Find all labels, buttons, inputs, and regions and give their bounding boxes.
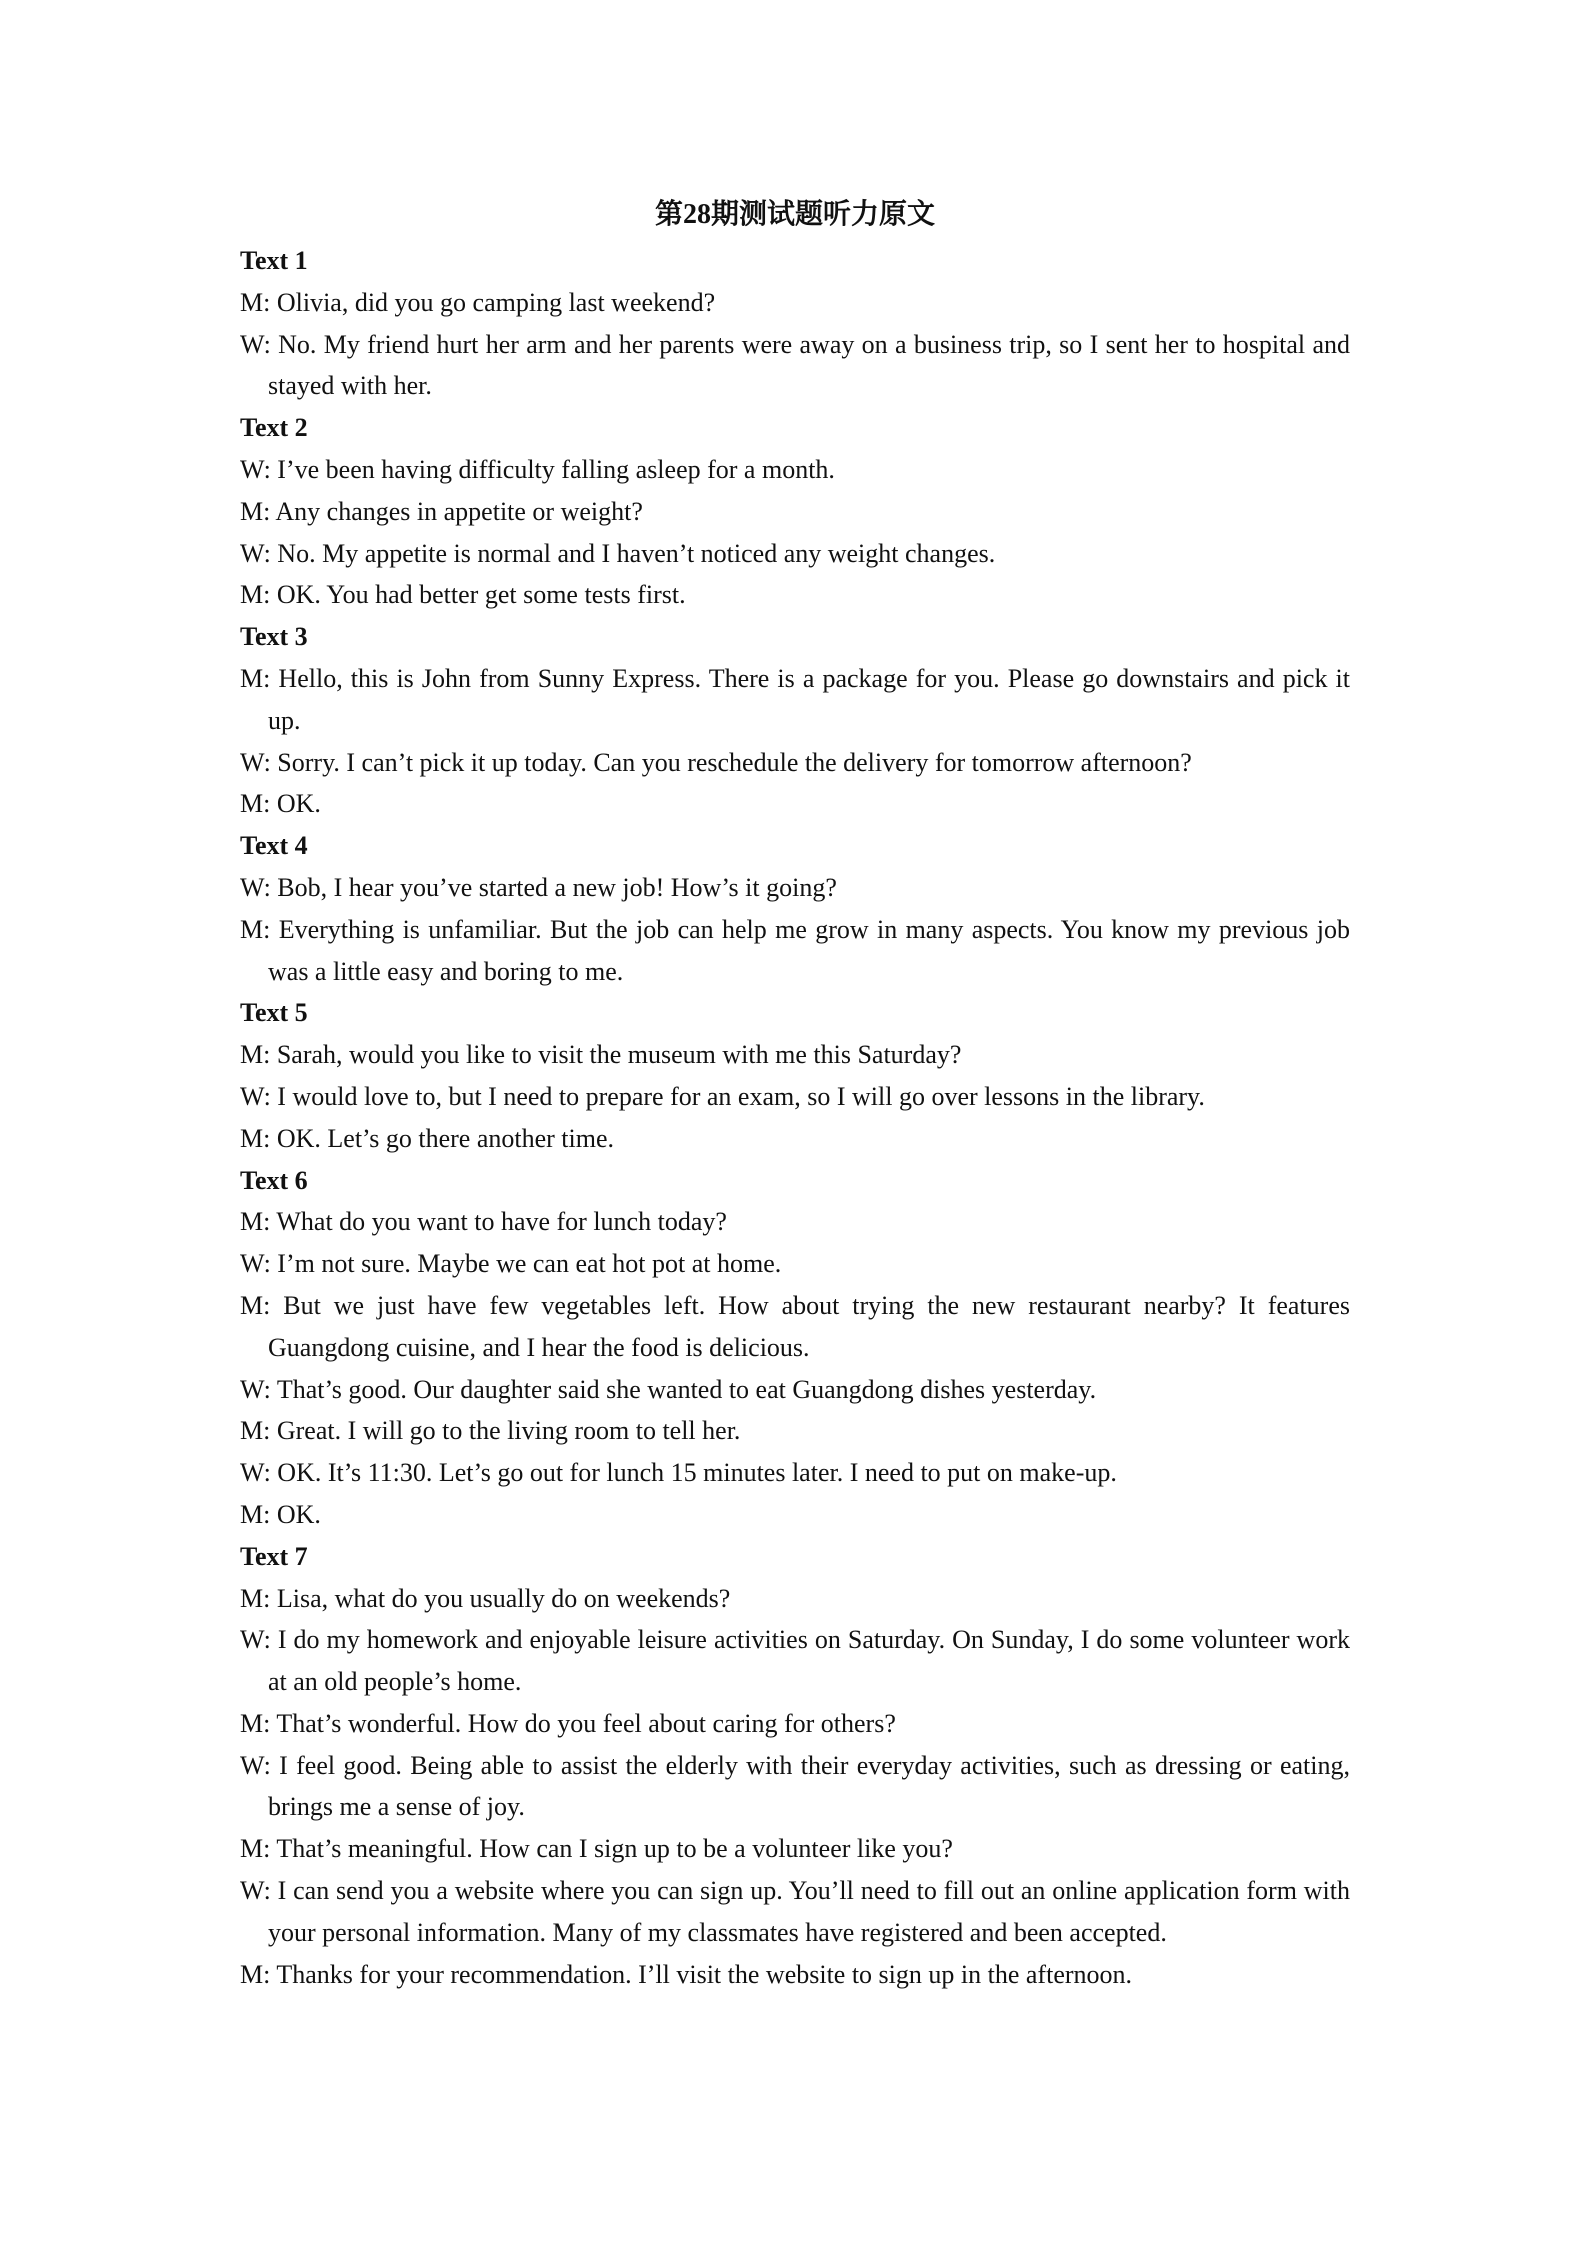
section-heading: Text 3 bbox=[240, 622, 308, 652]
dialogue-line: W: I would love to, but I need to prepare for an exam, so I will go over lessons in the library. bbox=[240, 1081, 1205, 1111]
document-page bbox=[240, 190, 1350, 1995]
dialogue-line: M: That’s meaningful. How can I sign up to be a volunteer like you? bbox=[240, 1834, 953, 1864]
dialogue-line: M: Everything is unfamiliar. But the job can help me grow in many aspects. You know my previous job was a little easy and boring to me. bbox=[240, 914, 1350, 986]
section-text-2 bbox=[240, 407, 1350, 616]
dialogue-line: W: I’ve been having difficulty falling asleep for a month. bbox=[240, 454, 835, 484]
dialogue-line: M: Lisa, what do you usually do on weekends? bbox=[240, 1583, 731, 1613]
section-text-6 bbox=[240, 1160, 1350, 1536]
dialogue-line: W: No. My friend hurt her arm and her parents were away on a business trip, so I sent her to hospital and stayed with her. bbox=[240, 329, 1350, 401]
section-text-3 bbox=[240, 616, 1350, 825]
dialogue-line: M: Thanks for your recommendation. I’ll visit the website to sign up in the afternoon. bbox=[240, 1959, 1133, 1989]
document-title: 第28期测试题听力原文 bbox=[654, 199, 935, 230]
dialogue-line: W: OK. It’s 11:30. Let’s go out for lunch 15 minutes later. I need to put on make-up. bbox=[240, 1458, 1117, 1488]
dialogue-line: W: I can send you a website where you can sign up. You’ll need to fill out an online application form with your personal information. Many of my classmates have registered and been accepted. bbox=[240, 1876, 1350, 1947]
dialogue-line: M: Sarah, would you like to visit the museum with me this Saturday? bbox=[240, 1040, 962, 1070]
section-heading: Text 1 bbox=[240, 246, 308, 275]
section-text-5 bbox=[240, 992, 1350, 1159]
dialogue-line: M: But we just have few vegetables left. How about trying the new restaurant nearby? It features Guangdong cuisine, and I hear the food is delicious. bbox=[240, 1290, 1350, 1362]
dialogue-line: M: OK. Let’s go there another time. bbox=[240, 1123, 615, 1153]
dialogue-line: M: OK. You had better get some tests first. bbox=[240, 580, 686, 610]
section-heading: Text 2 bbox=[240, 413, 308, 443]
dialogue-line: M: Olivia, did you go camping last weekend? bbox=[240, 287, 716, 317]
section-heading: Text 6 bbox=[240, 1165, 308, 1195]
section-heading: Text 5 bbox=[240, 998, 308, 1028]
dialogue-line: W: Bob, I hear you’ve started a new job! How’s it going? bbox=[240, 872, 837, 902]
dialogue-line: W: That’s good. Our daughter said she wanted to eat Guangdong dishes yesterday. bbox=[240, 1374, 1097, 1404]
section-heading: Text 7 bbox=[240, 1541, 308, 1571]
dialogue-line: W: I’m not sure. Maybe we can eat hot pot at home. bbox=[240, 1249, 782, 1279]
dialogue-line: W: I feel good. Being able to assist the elderly with their everyday activities, such as dressing or eating, brings me a sense of joy. bbox=[240, 1750, 1350, 1822]
section-text-4 bbox=[240, 825, 1350, 992]
dialogue-line: M: Any changes in appetite or weight? bbox=[240, 496, 643, 526]
section-heading: Text 4 bbox=[240, 831, 308, 861]
section-text-7 bbox=[240, 1536, 1350, 1996]
dialogue-line: M: That’s wonderful. How do you feel about caring for others? bbox=[240, 1708, 896, 1738]
dialogue-line: M: OK. bbox=[240, 789, 321, 819]
dialogue-line: W: No. My appetite is normal and I haven’t noticed any weight changes. bbox=[240, 538, 996, 568]
section-text-1 bbox=[240, 240, 1350, 407]
dialogue-line: W: I do my homework and enjoyable leisure activities on Saturday. On Sunday, I do some volunteer work at an old people’s home. bbox=[240, 1625, 1350, 1697]
dialogue-line: M: Great. I will go to the living room to tell her. bbox=[240, 1416, 741, 1446]
dialogue-line: W: Sorry. I can’t pick it up today. Can you reschedule the delivery for tomorrow afternoon? bbox=[240, 747, 1192, 777]
dialogue-line: M: OK. bbox=[240, 1499, 321, 1529]
dialogue-line: M: Hello, this is John from Sunny Express. There is a package for you. Please go downstairs and pick it up. bbox=[240, 663, 1350, 735]
dialogue-line: M: What do you want to have for lunch today? bbox=[240, 1207, 727, 1237]
